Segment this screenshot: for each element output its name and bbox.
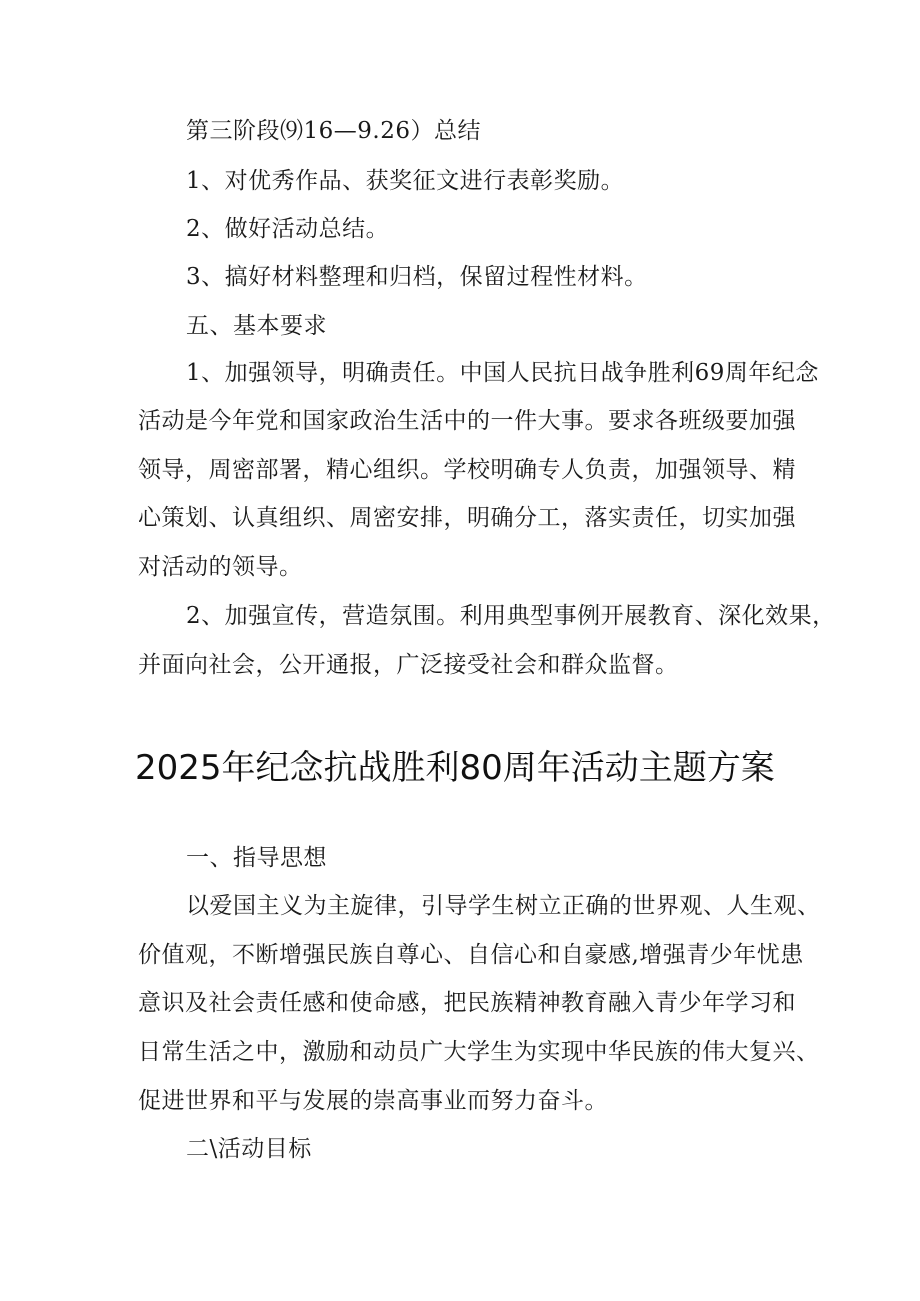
requirement-1-line-1: 1、加强领导，明确责任。中国人民抗日战争胜利69周年纪念 bbox=[186, 360, 819, 386]
guiding-line-2: 价值观，不断增强民族自尊心、自信心和自豪感,增强青少年忧患 bbox=[138, 942, 804, 968]
guiding-line-3: 意识及社会责任感和使命感，把民族精神教育融入青少年学习和 bbox=[138, 990, 796, 1016]
section5-heading: 五、基本要求 bbox=[186, 313, 327, 339]
section1-heading: 一、指导思想 bbox=[186, 845, 327, 871]
phase3-heading: 第三阶段⑼16—9.26）总结 bbox=[186, 118, 481, 144]
requirement-2-line-1: 2、加强宣传，营造氛围。利用典型事例开展教育、深化效果， bbox=[186, 603, 836, 629]
phase3-item-1: 1、对优秀作品、获奖征文进行表彰奖励。 bbox=[186, 168, 625, 194]
phase3-item-2: 2、做好活动总结。 bbox=[186, 216, 390, 242]
requirement-1-line-5: 对活动的领导。 bbox=[138, 554, 303, 580]
requirement-1-line-4: 心策划、认真组织、周密安排，明确分工，落实责任，切实加强 bbox=[138, 505, 796, 531]
document-title: 2025年纪念抗战胜利80周年活动主题方案 bbox=[135, 748, 775, 788]
section2-heading: 二\活动目标 bbox=[186, 1136, 312, 1162]
guiding-line-1: 以爱国主义为主旋律，引导学生树立正确的世界观、人生观、 bbox=[186, 893, 821, 919]
guiding-line-4: 日常生活之中，激励和动员广大学生为实现中华民族的伟大复兴、 bbox=[138, 1039, 820, 1065]
requirement-2-line-2: 并面向社会，公开通报，广泛接受社会和群众监督。 bbox=[138, 652, 679, 678]
requirement-1-line-2: 活动是今年党和国家政治生活中的一件大事。要求各班级要加强 bbox=[138, 408, 796, 434]
guiding-line-5: 促进世界和平与发展的崇高事业而努力奋斗。 bbox=[138, 1088, 608, 1114]
phase3-item-3: 3、搞好材料整理和归档，保留过程性材料。 bbox=[186, 264, 648, 290]
requirement-1-line-3: 领导，周密部署，精心组织。学校明确专人负责，加强领导、精 bbox=[138, 457, 796, 483]
